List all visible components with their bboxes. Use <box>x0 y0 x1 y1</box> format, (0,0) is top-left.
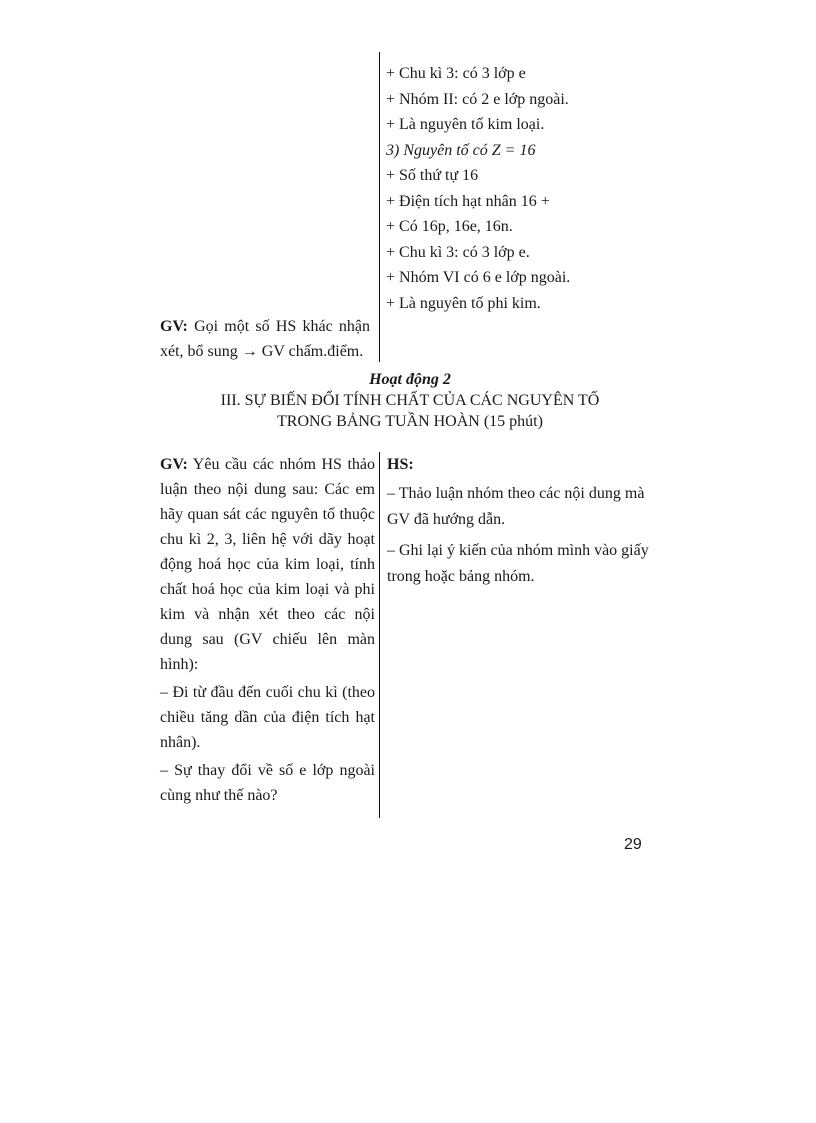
answer-line: + Chu kì 3: có 3 lớp e <box>386 65 526 82</box>
hs-column <box>387 452 660 590</box>
answer-line: + Số thứ tự 16 <box>386 167 479 184</box>
answer-line: + Nhóm II: có 2 e lớp ngoài. <box>386 90 569 108</box>
answer-line: + Điện tích hạt nhân 16 + <box>386 192 550 210</box>
answer-line: + Là nguyên tố kim loại. <box>386 116 545 133</box>
section-heading <box>160 369 660 432</box>
page-number: 29 <box>624 836 642 853</box>
continued-table <box>160 52 660 362</box>
answer-line: + Có 16p, 16e, 16n. <box>386 218 513 235</box>
hs-answer-column <box>386 61 666 316</box>
answer-line: + Chu kì 3: có 3 lớp e. <box>386 243 530 261</box>
activity-title: Hoạt động 2 <box>369 371 451 388</box>
gv-column <box>160 452 375 811</box>
column-divider <box>379 452 380 818</box>
gv-instruction-text: Yêu cầu các nhóm HS thảo luận theo nội dung sau: Các em hãy quan sát các nguyên tố thuộc chu kì 2, 3, liên hệ với dãy hoạt động hoá học của kim loại, tính chất hoá học của kim loại và phi kim và nhận xét theo các nội dung sau (GV chiếu lên màn hình): <box>160 456 376 673</box>
hs-activity: – Ghi lại ý kiến của nhóm mình vào giấy trong hoặc bảng nhóm. <box>387 542 649 585</box>
answer-line: + Là nguyên tố phi kim. <box>386 294 541 312</box>
gv-question: – Đi từ đầu đến cuối chu kì (theo chiều tăng dần của điện tích hạt nhân). <box>160 684 375 751</box>
hs-activity: – Thảo luận nhóm theo các nội dung mà GV đã hướng dẫn. <box>387 485 645 528</box>
gv-instruction <box>160 314 370 364</box>
hs-label: HS: <box>387 456 414 473</box>
section-title-line2: TRONG BẢNG TUẦN HOÀN (15 phút) <box>277 413 543 430</box>
activity-table <box>160 452 660 818</box>
answer-subheading: 3) Nguyên tố có Z = 16 <box>386 141 536 159</box>
column-divider <box>379 52 380 362</box>
gv-label: GV: <box>160 318 188 335</box>
answer-line: + Nhóm VI có 6 e lớp ngoài. <box>386 269 571 286</box>
gv-label: GV: <box>160 456 188 473</box>
gv-question: – Sự thay đổi về số e lớp ngoài cùng như thế nào? <box>160 762 375 804</box>
gv-text: Gọi một số HS khác nhận xét, bổ sung → GV chấm.điểm. <box>160 318 371 360</box>
section-title-line1: III. SỰ BIẾN ĐỔI TÍNH CHẤT CỦA CÁC NGUYÊN TỐ <box>220 392 600 409</box>
